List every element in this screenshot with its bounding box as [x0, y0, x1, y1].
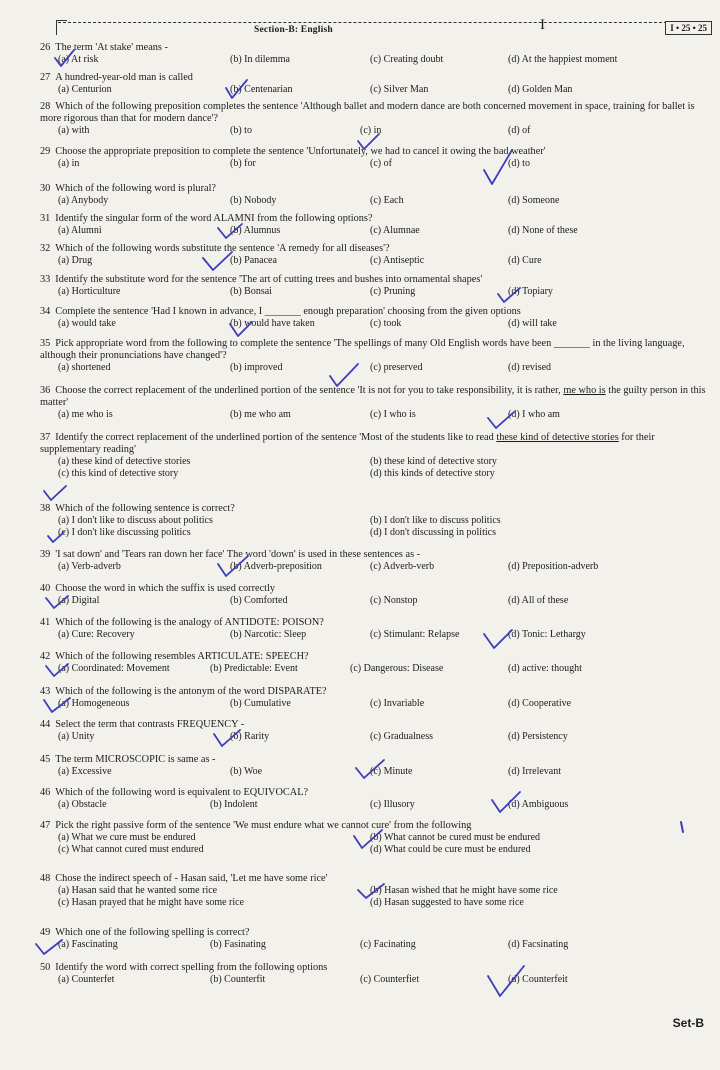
question-text: 32 Which of the following words substitute the sentence 'A remedy for all diseases'?: [40, 243, 390, 254]
option-row: [40, 255, 714, 267]
option-b[interactable]: (b) improved: [230, 362, 283, 373]
option-b[interactable]: (b) Rarity: [230, 731, 270, 742]
option-c[interactable]: (c) Creating doubt: [370, 54, 444, 65]
option-c[interactable]: (c) Each: [370, 195, 404, 206]
option-d[interactable]: (d) of: [508, 125, 531, 136]
corner-bracket: [56, 20, 67, 35]
option-d[interactable]: (d) At the happiest moment: [508, 54, 618, 65]
question-44: [40, 719, 714, 743]
option-b[interactable]: (b) Woe: [230, 766, 263, 777]
option-c[interactable]: (c) Minute: [370, 766, 413, 777]
question-text: 43 Which of the following is the antonym of the word DISPARATE?: [40, 686, 327, 697]
header-mark: I: [540, 17, 545, 33]
question-text: 45 The term MICROSCOPIC is same as -: [40, 754, 216, 765]
option-d[interactable]: (d) this kinds of detective story: [370, 468, 495, 479]
option-a[interactable]: (a) would take: [58, 318, 116, 329]
option-row: [40, 456, 714, 468]
option-c[interactable]: (c) What cannot cured must endured: [58, 844, 204, 855]
option-row: [40, 84, 714, 96]
option-a[interactable]: (a) Digital: [58, 595, 100, 606]
option-a[interactable]: (a) Anybody: [58, 195, 109, 206]
option-b[interactable]: (b) Narcotic: Sleep: [230, 629, 307, 640]
option-c[interactable]: (c) preserved: [370, 362, 423, 373]
question-text: 36 Choose the correct replacement of the underlined portion of the sentence 'It is not for you to take responsibility, it is rather, me who is the guilty person in this matter': [40, 385, 706, 408]
option-d[interactable]: (d) None of these: [508, 225, 578, 236]
option-d[interactable]: (d) revised: [508, 362, 552, 373]
question-text: 34 Complete the sentence 'Had I known in advance, I _______ enough preparation' choosing from the given options: [40, 306, 521, 317]
option-a[interactable]: (a) Fascinating: [58, 939, 118, 950]
option-b[interactable]: (b) for: [230, 158, 256, 169]
option-row: [40, 158, 714, 170]
option-row: [40, 195, 714, 207]
question-47: [40, 820, 714, 856]
option-row: [40, 515, 714, 527]
option-a[interactable]: (a) What we cure must be endured: [58, 832, 196, 843]
option-c[interactable]: (c) in: [360, 125, 382, 136]
option-d[interactable]: (d) I who am: [508, 409, 560, 420]
underlined-portion: these kind of detective stories: [496, 432, 619, 443]
option-a[interactable]: (a) At risk: [58, 54, 99, 65]
question-text: 40 Choose the word in which the suffix is used correctly: [40, 583, 276, 594]
question-48: [40, 873, 714, 909]
option-b[interactable]: (b) In dilemma: [230, 54, 290, 65]
option-b[interactable]: (b) Predictable: Event: [210, 663, 298, 674]
option-a[interactable]: (a) these kind of detective stories: [58, 456, 191, 467]
question-32: [40, 243, 714, 267]
option-a[interactable]: (a) Homogeneous: [58, 698, 130, 709]
option-c[interactable]: (c) Silver Man: [370, 84, 429, 95]
option-c[interactable]: (c) Gradualness: [370, 731, 434, 742]
option-d[interactable]: (d) active: thought: [508, 663, 582, 674]
option-a[interactable]: (a) in: [58, 158, 80, 169]
option-b[interactable]: (b) these kind of detective story: [370, 456, 497, 467]
option-a[interactable]: (a) Unity: [58, 731, 95, 742]
option-row: [40, 54, 714, 66]
option-b[interactable]: (b) Hasan wished that he might have some rice: [370, 885, 558, 896]
option-c[interactable]: (c) Invariable: [370, 698, 425, 709]
option-b[interactable]: (b) Alumnus: [230, 225, 281, 236]
option-row: [40, 974, 714, 986]
question-text: 50 Identify the word with correct spelling from the following options: [40, 962, 328, 973]
option-b[interactable]: (b) Indolent: [210, 799, 258, 810]
option-b[interactable]: (b) Fasinating: [210, 939, 266, 950]
question-text: 37 Identify the correct replacement of the underlined portion of the sentence 'Most of the students like to read these kind of detective stories for their supplementary reading': [40, 432, 655, 455]
section-header: [58, 17, 712, 41]
question-text: 48 Chose the indirect speech of - Hasan said, 'Let me have some rice': [40, 873, 328, 884]
option-d[interactable]: (d) will take: [508, 318, 557, 329]
question-text: 41 Which of the following is the analogy of ANTIDOTE: POISON?: [40, 617, 324, 628]
question-text: 35 Pick appropriate word from the following to complete the sentence 'The spellings of many Old English words have been _______ in the living language, although their pronunciations have changed'?: [40, 338, 685, 361]
option-a[interactable]: (a) me who is: [58, 409, 113, 420]
option-d[interactable]: (d) Cure: [508, 255, 542, 266]
option-b[interactable]: (b) to: [230, 125, 252, 136]
option-c[interactable]: (c) Hasan prayed that he might have some rice: [58, 897, 245, 908]
question-text: 26 The term 'At stake' means -: [40, 42, 168, 53]
option-a[interactable]: (a) shortened: [58, 362, 111, 373]
question-text: 38 Which of the following sentence is correct?: [40, 503, 235, 514]
option-row: [40, 698, 714, 710]
option-c[interactable]: (c) Illusory: [370, 799, 415, 810]
option-a[interactable]: (a) I don't like to discuss about politics: [58, 515, 213, 526]
question-39: [40, 549, 714, 573]
option-a[interactable]: (a) Horticulture: [58, 286, 121, 297]
option-b[interactable]: (b) Nobody: [230, 195, 277, 206]
question-40: [40, 583, 714, 607]
option-d[interactable]: (d) Persistency: [508, 731, 568, 742]
question-43: [40, 686, 714, 710]
option-d[interactable]: (d) Preposition-adverb: [508, 561, 599, 572]
option-row: [40, 286, 714, 298]
option-a[interactable]: (a) Obstacle: [58, 799, 107, 810]
option-row: [40, 731, 714, 743]
question-text: 30 Which of the following word is plural?: [40, 183, 217, 194]
question-text: 29 Choose the appropriate preposition to complete the sentence 'Unfortunately, we had to cancel it owing the bad weather': [40, 146, 546, 157]
option-a[interactable]: (a) Excessive: [58, 766, 112, 777]
option-row: [40, 318, 714, 330]
question-text: 44 Select the term that contrasts FREQUENCY -: [40, 719, 245, 730]
question-34: [40, 306, 714, 330]
question-27: [40, 72, 714, 96]
option-a[interactable]: (a) Cure: Recovery: [58, 629, 135, 640]
option-d[interactable]: (d) Facsinating: [508, 939, 569, 950]
question-26: [40, 42, 714, 66]
option-d[interactable]: (d) Irrelevant: [508, 766, 562, 777]
question-35: [40, 338, 714, 374]
section-title: Section-B: English: [254, 25, 333, 35]
option-d[interactable]: (d) Golden Man: [508, 84, 573, 95]
option-d[interactable]: (d) to: [508, 158, 530, 169]
question-text: 31 Identify the singular form of the word ALAMNI from the following options?: [40, 213, 373, 224]
option-row: [40, 832, 714, 844]
option-a[interactable]: (a) Alumni: [58, 225, 102, 236]
option-row: [40, 844, 714, 856]
question-33: [40, 274, 714, 298]
question-28: [40, 101, 714, 137]
set-label: Set-B: [672, 1016, 704, 1030]
option-row: [40, 125, 714, 137]
option-c[interactable]: (c) I don't like discussing politics: [58, 527, 191, 538]
question-text: 28 Which of the following preposition completes the sentence 'Although ballet and modern dance are both concerned movement in space, training for ballet is more rigorous than that for modern dance'?: [40, 101, 695, 124]
option-row: [40, 409, 714, 421]
option-d[interactable]: (d) All of these: [508, 595, 569, 606]
option-c[interactable]: (c) Counterfiet: [360, 974, 420, 985]
option-a[interactable]: (a) Counterfet: [58, 974, 115, 985]
option-row: [40, 766, 714, 778]
option-d[interactable]: (d) Counterfeit: [508, 974, 568, 985]
option-c[interactable]: (c) took: [370, 318, 402, 329]
option-row: [40, 225, 714, 237]
option-b[interactable]: (b) Counterfit: [210, 974, 266, 985]
option-c[interactable]: (c) Alumnae: [370, 225, 420, 236]
option-row: [40, 468, 714, 480]
underlined-portion: me who is: [563, 385, 606, 396]
option-b[interactable]: (b) me who am: [230, 409, 291, 420]
question-text: 33 Identify the substitute word for the sentence 'The art of cutting trees and bushes into ornamental shapes': [40, 274, 483, 285]
option-c[interactable]: (c) of: [370, 158, 392, 169]
option-row: [40, 939, 714, 951]
option-c[interactable]: (c) Nonstop: [370, 595, 418, 606]
option-a[interactable]: (a) Drug: [58, 255, 93, 266]
option-a[interactable]: (a) Coordinated: Movement: [58, 663, 170, 674]
option-a[interactable]: (a) Centurion: [58, 84, 112, 95]
option-c[interactable]: (c) Stimulant: Relapse: [370, 629, 460, 640]
set-code: I • 25 • 25: [665, 21, 712, 35]
option-c[interactable]: (c) Pruning: [370, 286, 416, 297]
option-b[interactable]: (b) Cumulative: [230, 698, 291, 709]
question-42: [40, 651, 714, 675]
option-row: [40, 885, 714, 897]
question-text: 47 Pick the right passive form of the sentence 'We must endure what we cannot cure' from the following: [40, 820, 472, 831]
option-b[interactable]: (b) Adverb-preposition: [230, 561, 322, 572]
question-text: 39 'I sat down' and 'Tears ran down her face' The word 'down' is used in these sentences as -: [40, 549, 421, 560]
question-29: [40, 146, 714, 170]
option-row: [40, 362, 714, 374]
option-b[interactable]: (b) I don't like to discuss politics: [370, 515, 501, 526]
option-d[interactable]: (d) What could be cure must be endured: [370, 844, 531, 855]
option-d[interactable]: (d) Topiary: [508, 286, 553, 297]
question-46: [40, 787, 714, 811]
question-50: [40, 962, 714, 986]
option-row: [40, 595, 714, 607]
option-d[interactable]: (d) Hasan suggested to have some rice: [370, 897, 524, 908]
question-text: 27 A hundred-year-old man is called: [40, 72, 193, 83]
option-d[interactable]: (d) I don't discussing in politics: [370, 527, 496, 538]
check-mark-icon: [44, 486, 66, 500]
question-31: [40, 213, 714, 237]
question-37: [40, 432, 714, 480]
option-c[interactable]: (c) this kind of detective story: [58, 468, 179, 479]
question-41: [40, 617, 714, 641]
question-38: [40, 503, 714, 539]
option-d[interactable]: (d) Ambiguous: [508, 799, 569, 810]
option-b[interactable]: (b) What cannot be cured must be endured: [370, 832, 541, 843]
question-text: 46 Which of the following word is equivalent to EQUIVOCAL?: [40, 787, 309, 798]
option-c[interactable]: (c) Facinating: [360, 939, 416, 950]
option-c[interactable]: (c) Adverb-verb: [370, 561, 435, 572]
option-d[interactable]: (d) Someone: [508, 195, 560, 206]
option-b[interactable]: (b) Bonsai: [230, 286, 272, 297]
option-b[interactable]: (b) would have taken: [230, 318, 315, 329]
question-36: [40, 385, 714, 421]
option-c[interactable]: (c) I who is: [370, 409, 416, 420]
option-c[interactable]: (c) Antiseptic: [370, 255, 425, 266]
option-row: [40, 897, 714, 909]
option-a[interactable]: (a) Hasan said that he wanted some rice: [58, 885, 218, 896]
option-b[interactable]: (b) Centenarian: [230, 84, 293, 95]
question-45: [40, 754, 714, 778]
question-text: 49 Which one of the following spelling is correct?: [40, 927, 250, 938]
option-row: [40, 629, 714, 641]
option-b[interactable]: (b) Panacea: [230, 255, 277, 266]
option-row: [40, 561, 714, 573]
question-30: [40, 183, 714, 207]
option-c[interactable]: (c) Dangerous: Disease: [350, 663, 444, 674]
option-a[interactable]: (a) Verb-adverb: [58, 561, 121, 572]
option-a[interactable]: (a) with: [58, 125, 90, 136]
option-d[interactable]: (d) Cooperative: [508, 698, 572, 709]
option-row: [40, 799, 714, 811]
option-d[interactable]: (d) Tonic: Lethargy: [508, 629, 586, 640]
option-row: [40, 663, 714, 675]
question-text: 42 Which of the following resembles ARTICULATE: SPEECH?: [40, 651, 309, 662]
option-row: [40, 527, 714, 539]
option-b[interactable]: (b) Comforted: [230, 595, 288, 606]
question-49: [40, 927, 714, 951]
